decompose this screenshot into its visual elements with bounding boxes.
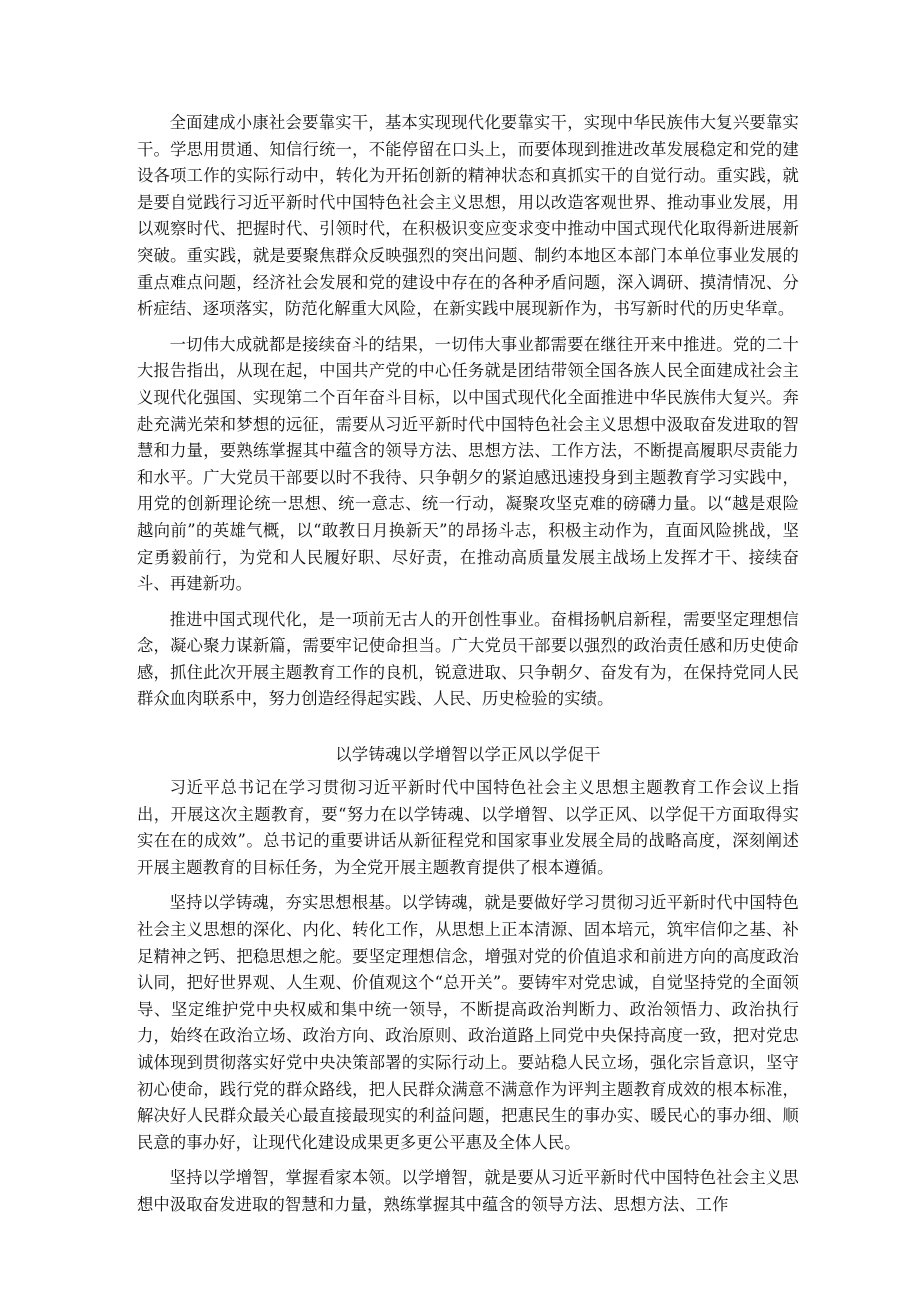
document-page	[137, 110, 799, 1228]
paragraph-soul: 坚持以学铸魂，夯实思想根基。以学铸魂，就是要做好学习贯彻习近平新时代中国特色社会主义思想的深化、内化、转化工作，从思想上正本清源、固本培元，筑牢信仰之基、补足精神之钙、把稳思想之舵。要坚定理想信念，增强对党的价值追求和前进方向的高度政治认同，把好世界观、人生观、价值观这个“总开关”。要铸牢对党忠诚，自觉坚持党的全面领导、坚定维护党中央权威和集中统一领导，不断提高政治判断力、政治领悟力、政治执行力，始终在政治立场、政治方向、政治原则、政治道路上同党中央保持高度一致，把对党忠诚体现到贯彻落实好党中央决策部署的实际行动上。要站稳人民立场，强化宗旨意识，坚守初心使命，践行党的群众路线，把人民群众满意不满意作为评判主题教育成效的根本标准，解决好人民群众最关心最直接最现实的利益问题，把惠民生的事办实、暖民心的事办细、顺民意的事办好，让现代化建设成果更多更公平惠及全体人民。	[137, 893, 799, 1152]
section-title: 以学铸魂以学增智以学正风以学促干	[335, 745, 601, 765]
paragraph-wisdom: 坚持以学增智，掌握看家本领。以学增智，就是要从习近平新时代中国特色社会主义思想中汲取奋发进取的智慧和力量，熟练掌握其中蕴含的领导方法、思想方法、工作	[137, 1168, 799, 1214]
paragraph-speech: 习近平总书记在学习贯彻习近平新时代中国特色社会主义思想主题教育工作会议上指出，开展这次主题教育，要“努力在以学铸魂、以学增智、以学正风、以学促干方面取得实实在在的成效”。总书记的重要讲话从新征程党和国家事业发展全局的战略高度，深刻阐述开展主题教育的目标任务，为全党开展主题教育提供了根本遵循。	[137, 778, 799, 877]
paragraph-modernization: 推进中国式现代化，是一项前无古人的开创性事业。奋楫扬帆启新程，需要坚定理想信念，凝心聚力谋新篇，需要牢记使命担当。广大党员干部要以强烈的政治责任感和历史使命感，抓住此次开展主题教育工作的良机，锐意进取、只争朝夕、奋发有为，在保持党同人民群众血肉联系中，努力创造经得起实践、人民、历史检验的实绩。	[137, 609, 799, 709]
paragraph-struggle: 一切伟大成就都是接续奋斗的结果，一切伟大事业都需要在继往开来中推进。党的二十大报告指出，从现在起，中国共产党的中心任务就是团结带领全国各族人民全面建成社会主义现代化强国、实现第二个百年奋斗目标，以中国式现代化全面推进中华民族伟大复兴。奔赴充满光荣和梦想的远征，需要从习近平新时代中国特色社会主义思想中汲取奋发进取的智慧和力量，要熟练掌握其中蕴含的领导方法、思想方法、工作方法，不断提高履职尽责能力和水平。广大党员干部要以时不我待、只争朝夕的紧迫感迅速投身到主题教育学习实践中，用党的创新理论统一思想、统一意志、统一行动，凝聚攻坚克难的磅礴力量。以“越是艰险越向前”的英雄气概，以“敢教日月换新天”的昂扬斗志，积极主动作为，直面风险挑战，坚定勇毅前行，为党和人民履好职、尽好责，在推动高质量发展主战场上发挥才干、接续奋斗、再建新功。	[137, 334, 799, 594]
paragraph-practice: 全面建成小康社会要靠实干，基本实现现代化要靠实干，实现中华民族伟大复兴要靠实干。学思用贯通、知信行统一，不能停留在口头上，而要体现到推进改革发展稳定和党的建设各项工作的实际行动中，转化为开拓创新的精神状态和真抓实干的自觉行动。重实践，就是要自觉践行习近平新时代中国特色社会主义思想，用以改造客观世界、推动事业发展，用以观察时代、把握时代、引领时代，在积极识变应变求变中推动中国式现代化取得新进展新突破。重实践，就是要聚焦群众反映强烈的突出问题、制约本地区本部门本单位事业发展的重点难点问题，经济社会发展和党的建设中存在的各种矛盾问题，深入调研、摸清情况、分析症结、逐项落实，防范化解重大风险，在新实践中展现新作为，书写新时代的历史华章。	[137, 113, 799, 319]
